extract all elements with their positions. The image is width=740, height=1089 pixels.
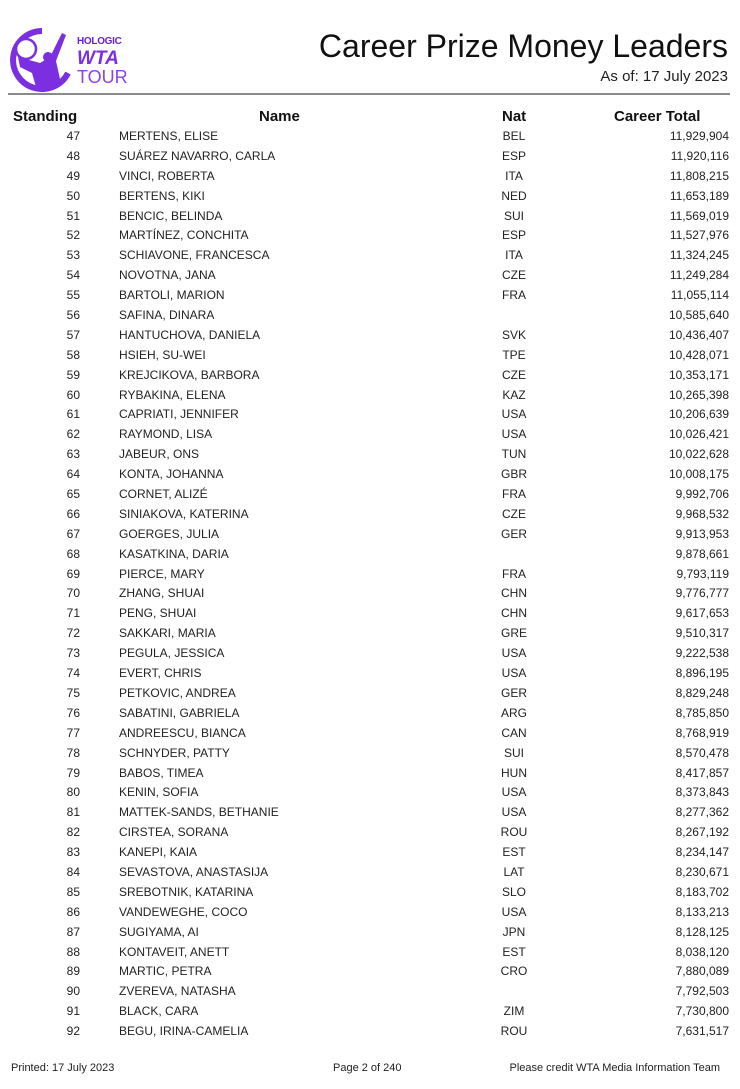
career-total-cell: 9,913,953 xyxy=(675,526,729,541)
standing-cell: 51 xyxy=(66,208,80,223)
table-row xyxy=(0,206,740,226)
name-cell: VINCI, ROBERTA xyxy=(119,168,215,183)
name-cell: SREBOTNIK, KATARINA xyxy=(119,884,254,899)
nat-cell: CRO xyxy=(500,964,528,979)
name-cell: HSIEH, SU-WEI xyxy=(119,347,206,362)
standing-cell: 69 xyxy=(66,566,80,581)
career-total-cell: 10,585,640 xyxy=(668,308,729,323)
career-total-cell: 11,653,189 xyxy=(669,188,729,203)
career-total-cell: 8,234,147 xyxy=(675,845,729,860)
table-row xyxy=(0,942,740,962)
wta-logo xyxy=(10,27,135,93)
standing-cell: 83 xyxy=(66,845,80,860)
career-total-cell: 11,569,019 xyxy=(669,208,729,223)
table-row xyxy=(0,126,740,146)
nat-cell: HUN xyxy=(501,765,527,780)
credit-note: Please credit WTA Media Information Team xyxy=(509,1062,720,1074)
nat-cell: GRE xyxy=(500,626,527,641)
nat-cell: USA xyxy=(501,805,527,820)
career-total-cell: 9,776,777 xyxy=(675,586,729,601)
career-total-cell: 9,510,317 xyxy=(675,626,729,641)
standing-cell: 49 xyxy=(66,168,80,183)
table-row xyxy=(0,464,740,484)
nat-cell: SUI xyxy=(503,208,524,223)
name-cell: SCHIAVONE, FRANCESCA xyxy=(119,248,270,263)
standing-cell: 90 xyxy=(66,984,80,999)
nat-cell: CZE xyxy=(502,268,526,283)
table-row xyxy=(0,743,740,763)
name-cell: SINIAKOVA, KATERINA xyxy=(119,506,249,521)
column-header-name: Name xyxy=(259,108,300,125)
standing-cell: 64 xyxy=(66,467,80,482)
standing-cell: 72 xyxy=(66,626,80,641)
printed-date: Printed: 17 July 2023 xyxy=(11,1062,115,1074)
name-cell: KANEPI, KAIA xyxy=(119,845,198,860)
career-total-cell: 11,249,284 xyxy=(669,268,729,283)
table-row xyxy=(0,166,740,186)
logo-sponsor: HOLOGIC xyxy=(77,36,122,47)
table-row xyxy=(0,186,740,206)
career-total-cell: 8,183,702 xyxy=(675,884,729,899)
table-row xyxy=(0,305,740,325)
name-cell: KENIN, SOFIA xyxy=(119,785,199,800)
table-row xyxy=(0,524,740,544)
name-cell: BERTENS, KIKI xyxy=(119,188,205,203)
name-cell: PEGULA, JESSICA xyxy=(119,646,225,661)
table-row xyxy=(0,723,740,743)
name-cell: SEVASTOVA, ANASTASIJA xyxy=(119,864,269,879)
name-cell: RAYMOND, LISA xyxy=(119,427,213,442)
standing-cell: 80 xyxy=(66,785,80,800)
standing-cell: 62 xyxy=(66,427,80,442)
nat-cell: ITA xyxy=(505,168,523,183)
table-row xyxy=(0,663,740,683)
name-cell: BARTOLI, MARION xyxy=(119,288,225,303)
standing-cell: 74 xyxy=(66,666,80,681)
standing-cell: 56 xyxy=(66,308,80,323)
nat-cell: USA xyxy=(501,785,527,800)
standing-cell: 81 xyxy=(66,805,80,820)
career-total-cell: 10,353,171 xyxy=(668,367,729,382)
career-total-cell: 8,829,248 xyxy=(675,685,729,700)
career-total-cell: 8,785,850 xyxy=(675,705,729,720)
career-total-cell: 8,133,213 xyxy=(675,904,729,919)
career-total-cell: 8,128,125 xyxy=(675,924,729,939)
standing-cell: 73 xyxy=(66,646,80,661)
standing-cell: 86 xyxy=(66,904,80,919)
table-row xyxy=(0,265,740,285)
table-row xyxy=(0,981,740,1001)
standing-cell: 65 xyxy=(66,487,80,502)
name-cell: RYBAKINA, ELENA xyxy=(119,387,226,402)
career-total-cell: 9,617,653 xyxy=(675,606,729,621)
nat-cell: FRA xyxy=(502,288,526,303)
career-total-cell: 11,920,116 xyxy=(670,148,729,163)
standing-cell: 88 xyxy=(66,944,80,959)
name-cell: KREJCIKOVA, BARBORA xyxy=(119,367,260,382)
career-total-cell: 10,428,071 xyxy=(668,347,729,362)
name-cell: BLACK, CARA xyxy=(119,1004,199,1019)
name-cell: HANTUCHOVA, DANIELA xyxy=(119,327,261,342)
name-cell: PIERCE, MARY xyxy=(119,566,205,581)
name-cell: MARTÍNEZ, CONCHITA xyxy=(119,228,249,243)
nat-cell: GER xyxy=(500,685,527,700)
career-total-cell: 9,878,661 xyxy=(675,546,729,561)
standing-cell: 76 xyxy=(66,705,80,720)
column-header-nat: Nat xyxy=(502,108,527,125)
career-total-cell: 7,730,800 xyxy=(675,1004,729,1019)
nat-cell: SUI xyxy=(503,745,524,760)
career-total-cell: 9,992,706 xyxy=(675,487,729,502)
career-total-cell: 11,055,114 xyxy=(670,288,729,303)
table-row xyxy=(0,922,740,942)
nat-cell: CHN xyxy=(501,606,527,621)
career-total-cell: 11,929,904 xyxy=(669,129,729,143)
career-total-cell: 8,277,362 xyxy=(675,805,729,820)
standing-cell: 67 xyxy=(66,526,80,541)
table-row xyxy=(0,603,740,623)
table-row xyxy=(0,385,740,405)
logo-sub: TOUR xyxy=(77,67,128,87)
table-row xyxy=(0,802,740,822)
table-row xyxy=(0,683,740,703)
career-total-cell: 10,008,175 xyxy=(668,467,729,482)
career-total-cell: 10,206,639 xyxy=(668,407,729,422)
nat-cell: EST xyxy=(502,944,526,959)
nat-cell: TPE xyxy=(502,347,526,362)
career-total-cell: 11,808,215 xyxy=(669,168,729,183)
nat-cell: CZE xyxy=(502,367,526,382)
standing-cell: 60 xyxy=(66,387,80,402)
standing-cell: 54 xyxy=(66,268,80,283)
name-cell: ANDREESCU, BIANCA xyxy=(119,725,246,740)
table-row xyxy=(0,643,740,663)
nat-cell: ESP xyxy=(501,148,526,163)
table-row xyxy=(0,583,740,603)
name-cell: BENCIC, BELINDA xyxy=(119,208,223,223)
standing-cell: 82 xyxy=(66,825,80,840)
nat-cell: KAZ xyxy=(502,387,526,402)
table-row xyxy=(0,1021,740,1041)
standing-cell: 92 xyxy=(66,1024,80,1039)
career-total-cell: 11,527,976 xyxy=(669,228,729,243)
name-cell: MERTENS, ELISE xyxy=(119,129,219,143)
nat-cell: CZE xyxy=(502,506,526,521)
career-total-cell: 8,768,919 xyxy=(675,725,729,740)
table-row xyxy=(0,623,740,643)
career-total-cell: 8,267,192 xyxy=(675,825,729,840)
career-total-cell: 8,417,857 xyxy=(675,765,729,780)
standing-cell: 77 xyxy=(66,725,80,740)
name-cell: ZHANG, SHUAI xyxy=(119,586,205,601)
nat-cell: ARG xyxy=(500,705,527,720)
name-cell: BABOS, TIMEA xyxy=(119,765,204,780)
standing-cell: 68 xyxy=(66,546,80,561)
standing-cell: 89 xyxy=(66,964,80,979)
nat-cell: ROU xyxy=(500,825,528,840)
header-divider xyxy=(8,93,730,95)
name-cell: SABATINI, GABRIELA xyxy=(119,705,240,720)
name-cell: CORNET, ALIZÉ xyxy=(119,487,208,502)
nat-cell: NED xyxy=(501,188,527,203)
table-row xyxy=(0,504,740,524)
table-row xyxy=(0,703,740,723)
standing-cell: 50 xyxy=(66,188,80,203)
table-row xyxy=(0,325,740,345)
nat-cell: CHN xyxy=(501,586,527,601)
name-cell: CAPRIATI, JENNIFER xyxy=(119,407,239,422)
career-total-cell: 8,570,478 xyxy=(675,745,729,760)
table-row xyxy=(0,862,740,882)
nat-cell: USA xyxy=(501,407,527,422)
name-cell: EVERT, CHRIS xyxy=(119,666,202,681)
name-cell: KASATKINA, DARIA xyxy=(119,546,229,561)
nat-cell: USA xyxy=(501,646,527,661)
as-of-date: As of: 17 July 2023 xyxy=(600,68,728,85)
career-total-cell: 10,265,398 xyxy=(668,387,729,402)
nat-cell: EST xyxy=(502,845,526,860)
name-cell: MARTIC, PETRA xyxy=(119,964,212,979)
career-total-cell: 8,896,195 xyxy=(675,666,729,681)
standing-cell: 75 xyxy=(66,685,80,700)
nat-cell: BEL xyxy=(502,129,526,143)
table-row xyxy=(0,763,740,783)
standing-cell: 84 xyxy=(66,864,80,879)
table-row xyxy=(0,146,740,166)
table-row xyxy=(0,345,740,365)
standing-cell: 47 xyxy=(66,129,80,143)
name-cell: NOVOTNA, JANA xyxy=(119,268,216,283)
career-total-cell: 9,222,538 xyxy=(675,646,729,661)
nat-cell: TUN xyxy=(501,447,527,462)
standing-cell: 87 xyxy=(66,924,80,939)
name-cell: PETKOVIC, ANDREA xyxy=(119,685,236,700)
standing-cell: 63 xyxy=(66,447,80,462)
standing-cell: 53 xyxy=(66,248,80,263)
nat-cell: SVK xyxy=(501,327,526,342)
nat-cell: ROU xyxy=(500,1024,528,1039)
table-row xyxy=(0,544,740,564)
name-cell: JABEUR, ONS xyxy=(119,447,200,462)
name-cell: ZVEREVA, NATASHA xyxy=(119,984,236,999)
column-header-standing: Standing xyxy=(13,108,78,125)
name-cell: BEGU, IRINA-CAMELIA xyxy=(119,1024,249,1039)
career-total-cell: 10,436,407 xyxy=(668,327,729,342)
standing-cell: 78 xyxy=(66,745,80,760)
table-row xyxy=(0,782,740,802)
career-total-cell: 8,230,671 xyxy=(675,864,729,879)
career-total-cell: 10,026,421 xyxy=(668,427,729,442)
nat-cell: ZIM xyxy=(503,1004,525,1019)
standing-cell: 85 xyxy=(66,884,80,899)
name-cell: SUÁREZ NAVARRO, CARLA xyxy=(119,148,276,163)
standing-cell: 79 xyxy=(66,765,80,780)
page-number: Page 2 of 240 xyxy=(333,1062,402,1074)
nat-cell: CAN xyxy=(501,725,527,740)
table-row xyxy=(0,424,740,444)
name-cell: SCHNYDER, PATTY xyxy=(119,745,230,760)
career-total-cell: 7,792,503 xyxy=(675,984,729,999)
table-row xyxy=(0,822,740,842)
nat-cell: USA xyxy=(501,904,527,919)
nat-cell: USA xyxy=(501,427,527,442)
nat-cell: GER xyxy=(500,526,527,541)
leaders-table xyxy=(0,126,740,1041)
table-row xyxy=(0,842,740,862)
career-total-cell: 7,880,089 xyxy=(675,964,729,979)
table-row xyxy=(0,564,740,584)
name-cell: SAFINA, DINARA xyxy=(119,308,215,323)
table-row xyxy=(0,484,740,504)
nat-cell: GBR xyxy=(500,467,527,482)
nat-cell: LAT xyxy=(503,864,525,879)
nat-cell: SLO xyxy=(501,884,526,899)
career-total-cell: 8,373,843 xyxy=(675,785,729,800)
standing-cell: 61 xyxy=(66,407,80,422)
standing-cell: 66 xyxy=(66,506,80,521)
table-row xyxy=(0,365,740,385)
column-header-career-total: Career Total xyxy=(614,108,701,125)
name-cell: KONTA, JOHANNA xyxy=(119,467,224,482)
name-cell: PENG, SHUAI xyxy=(119,606,197,621)
name-cell: VANDEWEGHE, COCO xyxy=(119,904,248,919)
nat-cell: FRA xyxy=(502,566,526,581)
standing-cell: 70 xyxy=(66,586,80,601)
name-cell: KONTAVEIT, ANETT xyxy=(119,944,230,959)
standing-cell: 57 xyxy=(66,327,80,342)
page-title: Career Prize Money Leaders xyxy=(318,28,728,64)
name-cell: GOERGES, JULIA xyxy=(119,526,220,541)
player-silhouette-icon xyxy=(10,27,74,93)
table-row xyxy=(0,444,740,464)
career-total-cell: 10,022,628 xyxy=(668,447,729,462)
nat-cell: FRA xyxy=(502,487,526,502)
standing-cell: 71 xyxy=(66,606,80,621)
table-row xyxy=(0,1001,740,1021)
standing-cell: 48 xyxy=(66,148,80,163)
table-row xyxy=(0,902,740,922)
nat-cell: USA xyxy=(501,666,527,681)
standing-cell: 55 xyxy=(66,288,80,303)
name-cell: SAKKARI, MARIA xyxy=(119,626,216,641)
standing-cell: 91 xyxy=(66,1004,80,1019)
career-total-cell: 7,631,517 xyxy=(675,1024,729,1039)
table-row xyxy=(0,285,740,305)
standing-cell: 59 xyxy=(66,367,80,382)
table-row xyxy=(0,882,740,902)
name-cell: MATTEK-SANDS, BETHANIE xyxy=(119,805,279,820)
table-row xyxy=(0,961,740,981)
career-total-cell: 9,968,532 xyxy=(675,506,729,521)
table-row xyxy=(0,245,740,265)
table-row xyxy=(0,225,740,245)
name-cell: SUGIYAMA, AI xyxy=(119,924,199,939)
career-total-cell: 9,793,119 xyxy=(676,566,729,581)
name-cell: CIRSTEA, SORANA xyxy=(119,825,229,840)
nat-cell: ITA xyxy=(505,248,523,263)
standing-cell: 52 xyxy=(66,228,80,243)
nat-cell: ESP xyxy=(501,228,526,243)
nat-cell: JPN xyxy=(502,924,526,939)
career-total-cell: 8,038,120 xyxy=(675,944,729,959)
table-row xyxy=(0,404,740,424)
standing-cell: 58 xyxy=(66,347,80,362)
logo-brand: WTA xyxy=(77,48,119,69)
career-total-cell: 11,324,245 xyxy=(669,248,729,263)
